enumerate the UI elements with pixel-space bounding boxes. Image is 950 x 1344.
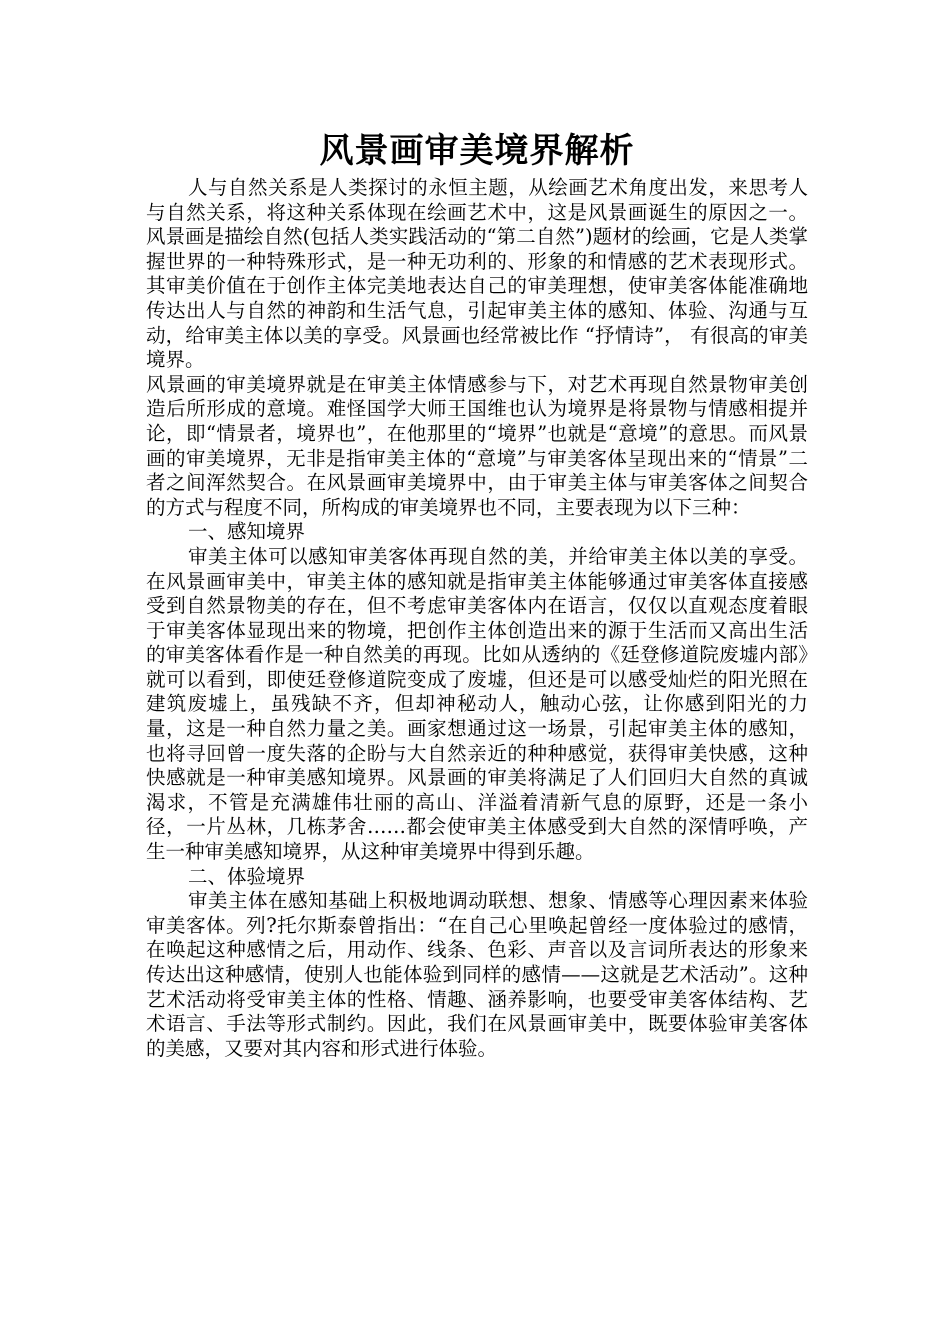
paragraph-perception: 审美主体可以感知审美客体再现自然的美，并给审美主体以美的享受。在风景画审美中，审美主体的感知就是指审美主体能够通过审美客体直接感受到自然景物美的存在，但不考虑审美客体内在语言，仅仅以直观态度着眼于审美客体显现出来的物境，把创作主体创造出来的源于生活而又高出生活的审美客体看作是一种自然美的再现。比如从透纳的《廷登修道院废墟内部》就可以看到，即使廷登修道院变成了废墟，但还是可以感受灿烂的阳光照在建筑废墟上，虽残缺不齐，但却神秘动人，触动心弦，让你感到阳光的力量，这是一种自然力量之美。画家想通过这一场景，引起审美主体的感知，也将寻回曾一度失落的企盼与大自然亲近的种种感觉，获得审美快感，这种快感就是一种审美感知境界。风景画的审美将满足了人们回归大自然的真诚渴求，不管是充满雄伟壮丽的高山、洋溢着清新气息的原野，还是一条小径，一片丛林，几栋茅舍……都会使审美主体感受到大自然的深情呼唤，产生一种审美感知境界，从这种审美境界中得到乐趣。 [146, 544, 808, 864]
section-heading-perception: 一、感知境界 [188, 520, 306, 544]
section-heading-experience: 二、体验境界 [188, 864, 306, 888]
paragraph-experience: 审美主体在感知基础上积极地调动联想、想象、情感等心理因素来体验审美客体。列?托尔斯泰曾指出：“在自己心里唤起曾经一度体验过的感情，在唤起这种感情之后，用动作、线条、色彩、声音以及言词所表达的形象来传达出这种感情，使别人也能体验到同样的感情——这就是艺术活动”。这种艺术活动将受审美主体的性格、情趣、涵养影响，也要受审美客体结构、艺术语言、手法等形式制约。因此，我们在风景画审美中，既要体验审美客体的美感，又要对其内容和形式进行体验。 [146, 889, 808, 1060]
paragraph-intro: 人与自然关系是人类探讨的永恒主题，从绘画艺术角度出发，来思考人与自然关系，将这种关系体现在绘画艺术中，这是风景画诞生的原因之一。风景画是描绘自然(包括人类实践活动的“第二自然”)题材的绘画，它是人类掌握世界的一种特殊形式，是一种无功利的、形象的和情感的艺术表现形式。其审美价值在于创作主体完美地表达自己的审美理想，使审美客体能准确地传达出人与自然的神韵和生活气息，引起审美主体的感知、体验、沟通与互动，给审美主体以美的享受。风景画也经常被比作 “抒情诗”， 有很高的审美境界。 [146, 176, 808, 372]
document-page [146, 128, 808, 1061]
paragraph-definition: 风景画的审美境界就是在审美主体情感参与下，对艺术再现自然景物审美创造后所形成的意境。难怪国学大师王国维也认为境界是将景物与情感相提并论，即“情景者，境界也”，在他那里的“境界”也就是“意境”的意思。而风景画的审美境界，无非是指审美主体的“意境”与审美客体呈现出来的“情景”二者之间浑然契合。在风景画审美境界中，由于审美主体与审美客体之间契合的方式与程度不同，所构成的审美境界也不同，主要表现为以下三种： [146, 372, 808, 519]
document-title: 风景画审美境界解析 [319, 131, 635, 171]
